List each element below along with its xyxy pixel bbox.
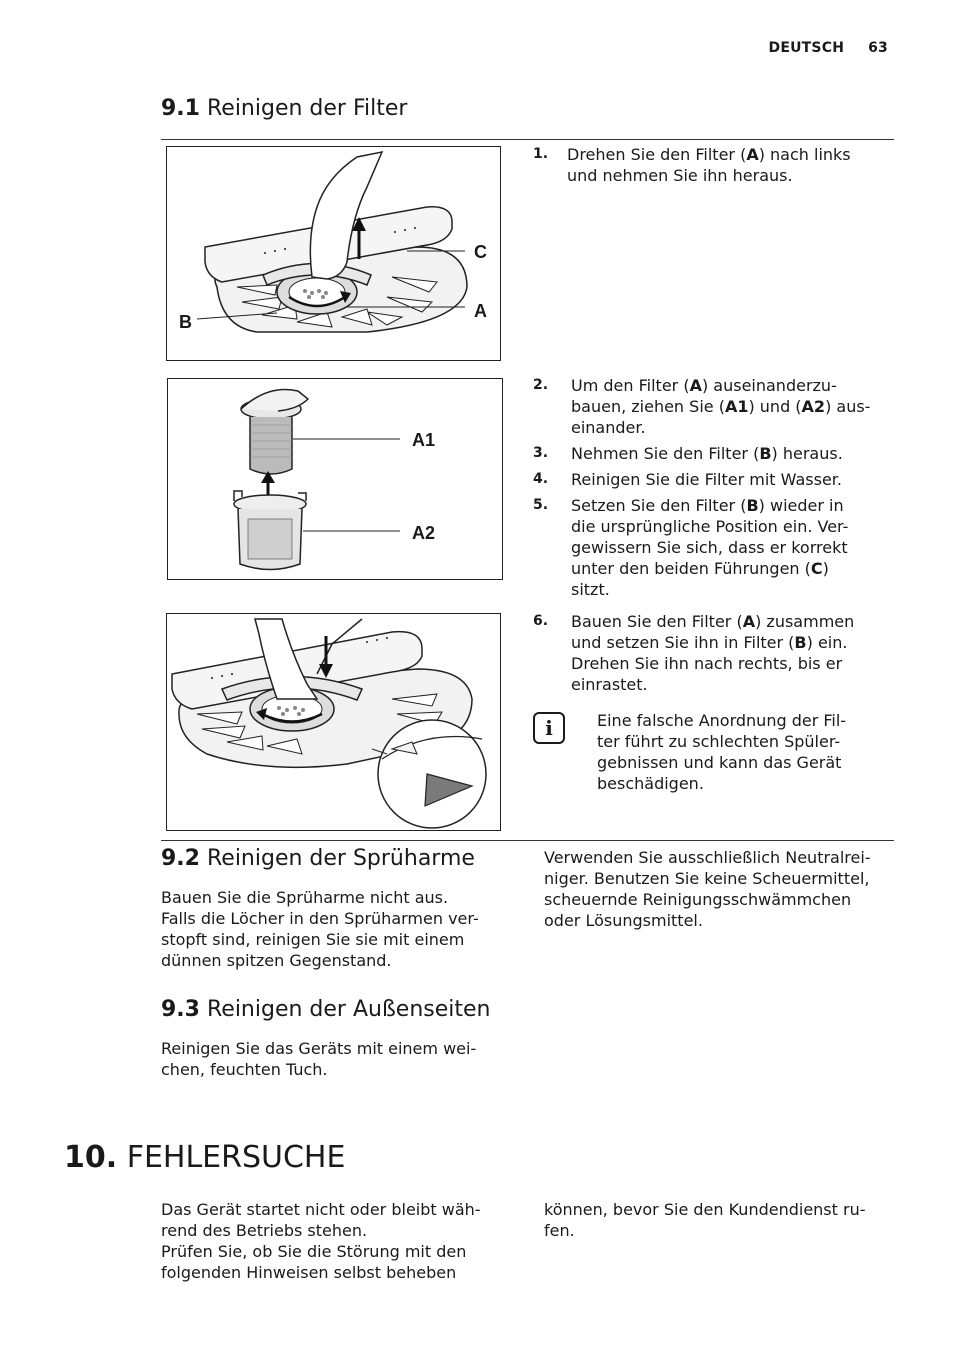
chapter-title: FEHLERSUCHE — [126, 1140, 346, 1175]
page-number: 63 — [868, 40, 888, 56]
step-text-part: ) wieder in die ursprüngliche Position ein. Ver- gewissern Sie sich, dass er korrekt unter den beiden Führungen ( — [571, 496, 849, 578]
filter-reinsertion-illustration — [167, 614, 500, 830]
step-text-part: Reinigen Sie die Filter mit Wasser. — [571, 470, 842, 489]
step-number: 2. — [533, 377, 549, 393]
section-9-2-right-text: Verwenden Sie ausschließlich Neutralrei- niger. Benutzen Sie keine Scheuermittel, scheuernde Reinigungsschwämmchen oder Lösungsmittel. — [544, 848, 871, 930]
step-text-bold: A — [689, 376, 702, 395]
figure-filter-reinsertion — [166, 613, 501, 831]
chapter-10-right-text: können, bevor Sie den Kundendienst ru- fen. — [544, 1200, 866, 1240]
info-icon: i — [533, 712, 565, 744]
step-text-part: ) ein. Drehen Sie ihn nach rechts, bis er einrastet. — [571, 633, 848, 694]
step-number: 6. — [533, 613, 549, 629]
chapter-number: 10. — [64, 1140, 118, 1175]
step-text-bold: B — [746, 496, 759, 515]
section-9-1-heading — [161, 96, 407, 121]
step-text-part: Um den Filter ( — [571, 376, 690, 395]
step-6 — [533, 611, 893, 695]
step-text-bold: A — [742, 612, 756, 631]
step-number: 4. — [533, 471, 549, 487]
step-text-part: Drehen Sie den Filter ( — [567, 145, 747, 164]
step-text-part: und nehmen Sie ihn heraus. — [567, 166, 793, 185]
section-number: 9.2 — [161, 846, 200, 871]
step-text-part: ) aus- einander. — [571, 397, 871, 437]
step-5 — [533, 495, 893, 600]
steps-group-2 — [533, 375, 893, 605]
step-text-part: ) und ( — [748, 397, 802, 416]
steps-group-1 — [533, 144, 893, 191]
label-a: A — [474, 301, 487, 321]
section-9-3-heading — [161, 997, 491, 1022]
step-number: 3. — [533, 445, 549, 461]
section-rule — [161, 840, 894, 841]
step-text-bold: A — [746, 145, 759, 164]
section-title: Reinigen der Filter — [206, 96, 408, 121]
step-text-part: ) auseinanderzu- bauen, ziehen Sie ( — [571, 376, 837, 416]
step-3 — [533, 443, 893, 464]
step-text-bold: B — [759, 444, 772, 463]
label-a1: A1 — [412, 430, 436, 450]
section-9-2-heading — [161, 846, 475, 871]
chapter-10-heading — [64, 1140, 345, 1175]
label-c: C — [474, 242, 487, 262]
chapter-10-left-text: Das Gerät startet nicht oder bleibt wäh- rend des Betriebs stehen. Prüfen Sie, ob Sie die Störung mit den folgenden Hinweisen selbst beheben — [161, 1200, 481, 1282]
step-text-part: ) heraus. — [771, 444, 843, 463]
section-9-2-text: Bauen Sie die Sprüharme nicht aus. Falls die Löcher in den Sprüharmen ver- stopft sind, reinigen Sie sie mit einem dünnen spitzen Gegenstand. — [161, 888, 479, 970]
step-text-bold: C — [810, 559, 823, 578]
info-note-text: Eine falsche Anordnung der Fil- ter führt zu schlechten Spüler- gebnissen und kann das Gerät beschädigen. — [597, 711, 847, 793]
step-text-bold: A1 — [724, 397, 749, 416]
filter-disassembly-illustration — [168, 379, 502, 579]
section-rule — [161, 139, 894, 140]
label-a2: A2 — [412, 523, 436, 543]
info-note — [533, 710, 893, 794]
steps-group-3 — [533, 611, 893, 700]
step-number: 5. — [533, 497, 549, 513]
step-2 — [533, 375, 893, 438]
step-text-bold: B — [794, 633, 807, 652]
figure-filter-disassembly — [167, 378, 503, 580]
step-text-bold: A2 — [801, 397, 826, 416]
step-text-part: ) nach links — [758, 145, 851, 164]
step-number: 1. — [533, 146, 549, 162]
section-number: 9.1 — [161, 96, 200, 121]
section-9-3-text: Reinigen Sie das Geräts mit einem wei- chen, feuchten Tuch. — [161, 1039, 477, 1079]
step-text-part: Nehmen Sie den Filter ( — [571, 444, 760, 463]
step-1 — [533, 144, 893, 186]
step-text-part: Bauen Sie den Filter ( — [571, 612, 743, 631]
figure-filter-removal — [166, 146, 501, 361]
step-4 — [533, 469, 893, 490]
label-b: B — [179, 312, 192, 332]
language-label: DEUTSCH — [768, 40, 845, 56]
section-title: Reinigen der Außenseiten — [206, 997, 491, 1022]
step-text-part: ) sitzt. — [571, 559, 829, 599]
step-text-part: ) zusammen und setzen Sie ihn in Filter ( — [571, 612, 855, 652]
page-header — [769, 40, 888, 56]
step-text-part: Setzen Sie den Filter ( — [571, 496, 747, 515]
section-title: Reinigen der Sprüharme — [206, 846, 475, 871]
section-number: 9.3 — [161, 997, 200, 1022]
filter-removal-illustration — [167, 147, 500, 360]
